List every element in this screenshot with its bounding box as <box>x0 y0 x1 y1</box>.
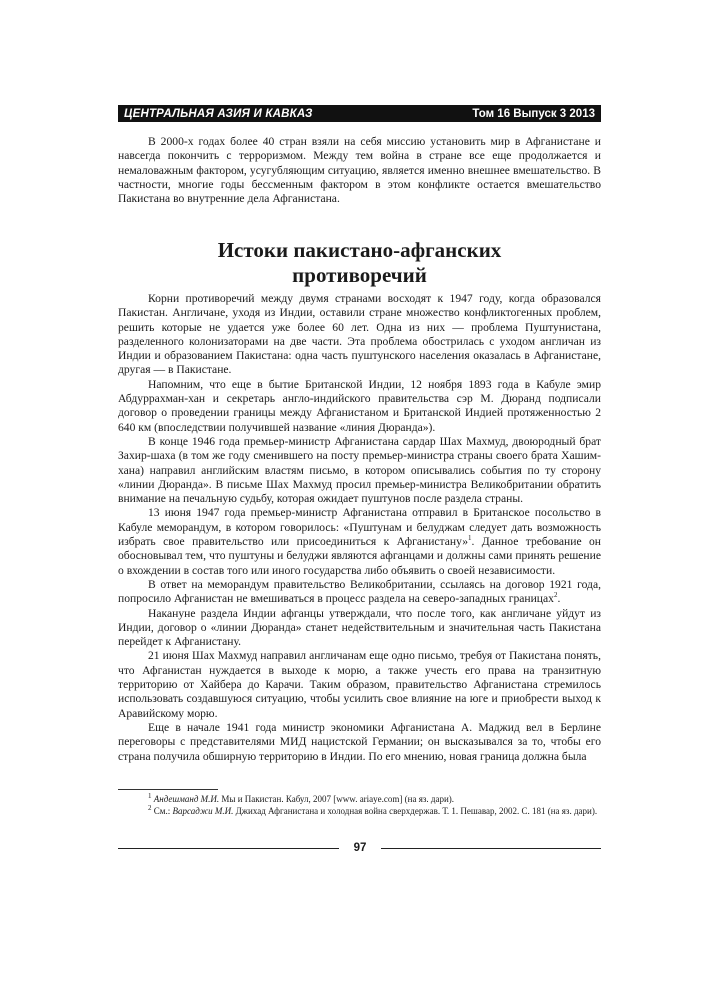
page-number: 97 <box>339 841 381 855</box>
section-title-line-2: противоречий <box>292 263 427 287</box>
footnote-divider <box>118 789 218 790</box>
footnotes <box>118 793 601 817</box>
body-paragraph: В ответ на меморандум правительство Великобритании, ссылаясь на договор 1921 года, попросило Афганистан не вмешиваться в процесс раздела на северо-западных границах$^2$. <box>118 577 601 606</box>
footnote-ref-1[interactable]: 1 <box>468 534 472 543</box>
issue-info: Том 16 Выпуск 3 2013 <box>472 107 595 120</box>
intro-paragraph: В 2000-х годах более 40 стран взяли на себя миссию установить мир в Афганистане и навсегда покончить с терроризмом. Между тем война в стране все еще продолжается и немаловажным фактором, усугубляющим ситуацию, является именно внешнее вмешательство. В частности, многие годы бессменным фактором в этом конфликте остается вмешательство Пакистана во внутренние дела Афганистана. <box>118 135 601 206</box>
footnote-2: $^2$ См.: Варсаджи М.И. Джихад Афганистана и холодная война сверхдержав. Т. 1. Пешавар, 2002. С. 181 (на яз. дари). <box>148 804 598 816</box>
body-paragraph: 13 июня 1947 года премьер-министр Афганистана отправил в Британское посольство в Кабуле меморандум, в котором говорилось: «Пуштунам и белуджам следует дать возможность избрать свое правительство или присоединиться к Афганистану»$^1$. Данное требование он обосновывал тем, что пуштуны и белуджи являются афганцами и должны сами принять решение о вхождении в состав того или иного государства либо объявить о своей независимости. <box>118 506 602 577</box>
section-title <box>118 238 601 288</box>
body-paragraph: Напомним, что еще в бытие Британской Индии, 12 ноября 1893 года в Кабуле эмир Абдуррахман-хан и секретарь англо-индийского правительства сэр М. Дюранд подписали договор о проведении границы между Афганистаном и Британской Индией протяженностью 2 640 км (впоследствии получившей название «линия Дюранда»). <box>118 377 601 434</box>
body-paragraph: Корни противоречий между двумя странами восходят к 1947 году, когда образовался Пакистан. Англичане, уходя из Индии, оставили стране множество конфликтогенных проблем, решить которые не удается уже более 60 лет. Одна из них — проблема Пуштунистана, разделенного колонизаторами на две части. Эта проблема обострилась с уходом англичан из Индии и образованием Пакистана: одна часть пуштунского населения оказалась в Афганистане, другая — в Пакистане. <box>118 292 601 377</box>
body-paragraph: В конце 1946 года премьер-министр Афганистана сардар Шах Махмуд, двоюродный брат Захир-шаха (в том же году сменившего на посту премьер-министра страны своего брата Хашим-хана) направил английским властям письмо, в котором описывались события по ту сторону «линии Дюранда». В письме Шах Махмуд просил премьер-министра Великобритании обратить внимание на печальную судьбу, которая ожидает пуштунов после раздела страны. <box>118 434 601 506</box>
journal-title: ЦЕНТРАЛЬНАЯ АЗИЯ И КАВКАЗ <box>124 107 313 120</box>
section-title-line-1: Истоки пакистано-афганских <box>217 238 502 262</box>
intro-paragraph-block <box>118 135 601 206</box>
footnote-ref-2[interactable]: 2 <box>553 591 558 600</box>
footnote-1: $^1$ Андешманд М.И. Мы и Пакистан. Кабул, 2007 [www. ariaye.com] (на яз. дари). <box>148 792 455 804</box>
body-text <box>118 292 601 764</box>
running-header <box>118 105 601 122</box>
body-paragraph: 21 июня Шах Махмуд направил англичанам еще одно письмо, требуя от Пакистана понять, что Афганистан нуждается в выходе к морю, а также учесть его права на транзитную территорию от Хайбера до Карачи. Таким образом, правительство Афганистана стремилось использовать создавшуюся ситуацию, чтобы усилить свое влияние на юге и приобрести выход к Аравийскому морю. <box>118 649 601 720</box>
body-paragraph: Еще в начале 1941 года министр экономики Афганистана А. Маджид вел в Берлине переговоры с представителями МИД нацистской Германии; он высказывался за то, чтобы его страна получила обширную территорию в Индии. По его мнению, новая граница должна была <box>118 720 601 763</box>
body-paragraph: Накануне раздела Индии афганцы утверждали, что после того, как англичане уйдут из Индии, договор о «линии Дюранда» станет недействительным и значительная часть Пакистана перейдет к Афганистану. <box>118 606 601 649</box>
